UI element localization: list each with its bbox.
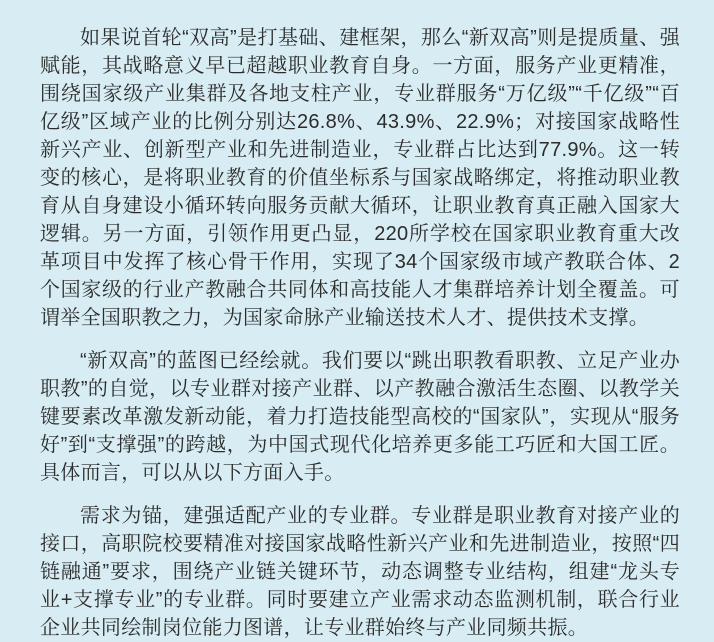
paragraph-new-shuanggao-overview: 如果说首轮“双高”是打基础、建框架，那么“新双高”则是提质量、强赋能，其战略意义早已超越职业教育自身。一方面，服务产业更精准，围绕国家级产业集群及各地支柱产业，专业群服务“万亿级”“千亿级”“百亿级”区域产业的比例分别达26.8%、43.9%、22.9%；对接国家战略性新兴产业、创新型产业和先进制造业，专业群占比达到77.9%。这一转变的核心，是将职业教育的价值坐标系与国家战略绑定，将推动职业教育从自身建设小循环转向服务贡献大循环，让职业教育真正融入国家大逻辑。另一方面，引领作用更凸显，220所学校在国家职业教育重大改革项目中发挥了核心骨干作用，实现了34个国家级市域产教联合体、2个国家级的行业产教融合共同体和高技能人才集群培养计划全覆盖。可谓举全国职教之力，为国家命脉产业输送技术人才、提供技术支撑。 bbox=[40, 27, 680, 329]
paragraph-blueprint: “新双高”的蓝图已经绘就。我们要以“跳出职教看职教、立足产业办职教”的自觉，以专业群对接产业群、以产教融合激活生态圈、以教学关键要素改革激发新动能，着力打造技能型高校的“国家队”，实现从“服务好”到“支撑强”的跨越，为中国式现代化培养更多能工巧匠和大国工匠。具体而言，可以从以下方面入手。 bbox=[40, 350, 680, 484]
paragraph-demand-anchor: 需求为锚，建强适配产业的专业群。专业群是职业教育对接产业的接口，高职院校要精准对接国家战略性新兴产业和先进制造业，按照“四链融通”要求，围绕产业链关键环节，动态调整专业结构，组建“龙头专业+支撑专业”的专业群。同时要建立产业需求动态监测机制，联合行业企业共同绘制岗位能力图谱，让专业群始终与产业同频共振。 bbox=[40, 505, 680, 639]
